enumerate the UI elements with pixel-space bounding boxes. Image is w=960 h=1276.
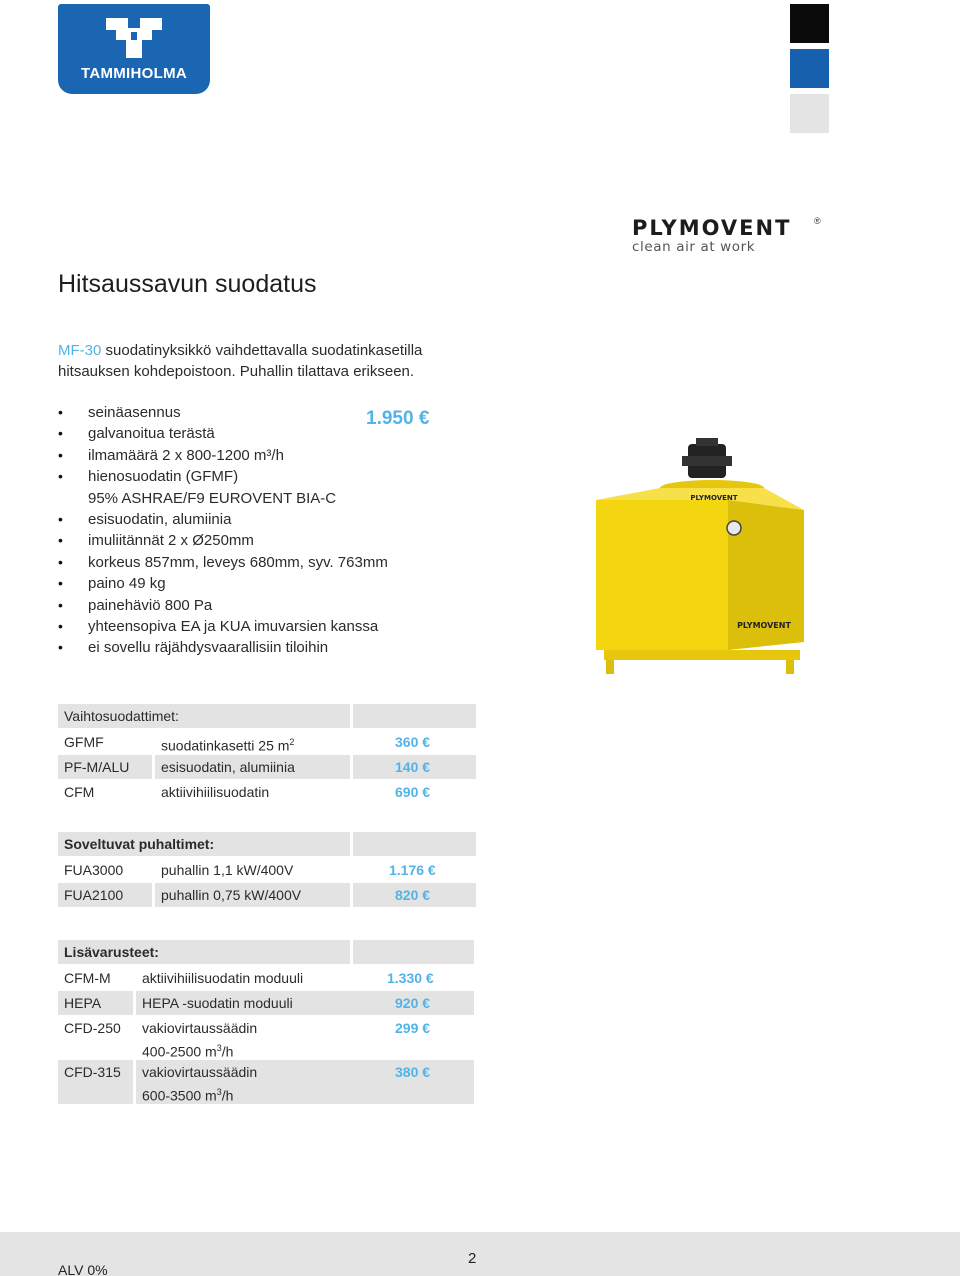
row-code: CFM [64, 784, 95, 800]
page-footer [0, 1232, 960, 1276]
plymovent-wordmark: PLYMOVENT [632, 216, 792, 240]
table-header-row [58, 832, 476, 856]
page-number: 2 [468, 1250, 477, 1267]
table-header: Lisävarusteet: [58, 940, 350, 964]
bullet-icon: • [58, 446, 63, 463]
row-code: CFD-315 [58, 1060, 133, 1104]
row-price: 360 € [395, 734, 431, 750]
row-price: 690 € [395, 784, 431, 800]
row-desc: aktiivihiilisuodatin [161, 784, 270, 800]
registered-mark: ® [814, 216, 821, 226]
table-header-row [58, 704, 476, 728]
feature-item: • paino 49 kg [58, 573, 388, 594]
table-header-price-cell [353, 704, 476, 728]
bullet-icon: • [58, 575, 63, 592]
row-desc: aktiivihiilisuodatin moduuli [142, 970, 304, 986]
row-desc: vakiovirtaussäädin 600-3500 $m^3/h$ [136, 1060, 376, 1104]
product-side-label: PLYMOVENT [737, 621, 791, 630]
mount-foot-right [786, 660, 794, 674]
mount-bracket [604, 650, 800, 660]
table-row [58, 780, 476, 804]
row-desc: HEPA -suodatin moduuli [136, 991, 376, 1015]
feature-item: • esisuodatin, alumiinia [58, 509, 388, 530]
row-code: FUA3000 [64, 862, 124, 878]
feature-item: • seinäasennus [58, 402, 388, 423]
vat-note: ALV 0% [58, 1262, 108, 1276]
row-desc: puhallin 0,75 kW/400V [155, 883, 350, 907]
bullet-icon: • [58, 532, 63, 549]
row-price: 1.176 € [389, 862, 436, 878]
row-price: 140 € [353, 755, 476, 779]
table-row [58, 883, 476, 907]
compatible-fans-table [58, 832, 476, 908]
mount-foot-left [606, 660, 614, 674]
bullet-icon: • [58, 425, 63, 442]
bullet-icon: • [58, 639, 63, 656]
row-price: 1.330 € [387, 970, 434, 986]
intro-text [58, 340, 422, 382]
bullet-icon: • [58, 596, 63, 613]
tammiholma-logo [58, 4, 210, 94]
plymovent-tagline: clean air at work [632, 239, 756, 255]
box-front [596, 500, 728, 650]
feature-item: • yhteensopiva EA ja KUA imuvarsien kanssa [58, 616, 388, 637]
bullet-icon: • [58, 618, 63, 635]
feature-item: • painehäviö 800 Pa [58, 595, 388, 616]
product-top-label: PLYMOVENT [690, 494, 738, 502]
row-price: 380 € [376, 1060, 474, 1104]
intro-line-2: hitsauksen kohdepoistoon. Puhallin tilattava erikseen. [58, 363, 415, 380]
feature-item: • hienosuodatin (GFMF) [58, 466, 388, 487]
feature-item: • imuliitännät 2 x Ø250mm [58, 530, 388, 551]
product-image [596, 438, 810, 678]
row-desc: esisuodatin, alumiinia [155, 755, 350, 779]
table-row [58, 730, 476, 754]
table-header-price-cell [353, 832, 476, 856]
table-row [58, 755, 476, 779]
row-code: CFD-250 [64, 1020, 121, 1036]
table-header-price-cell [353, 940, 474, 964]
row-code: HEPA [58, 991, 133, 1015]
feature-item: • ilmamäärä 2 x 800-1200 m³/h [58, 445, 388, 466]
row-code: PF-M/ALU [58, 755, 152, 779]
table-header: Soveltuvat puhaltimet: [58, 832, 350, 856]
motor-top [696, 438, 718, 446]
table-header-row [58, 940, 474, 964]
row-price: 820 € [353, 883, 476, 907]
feature-item: • korkeus 857mm, leveys 680mm, syv. 763mm [58, 552, 388, 573]
row-desc: puhallin 1,1 kW/400V [161, 862, 294, 878]
table-row [58, 858, 476, 882]
main-price: 1.950 € [366, 408, 430, 429]
bullet-icon: • [58, 468, 63, 485]
feature-item-continuation: 95% ASHRAE/F9 EUROVENT BIA-C [88, 489, 337, 507]
tammiholma-wordmark: TAMMIHOLMA [80, 65, 188, 82]
bullet-icon: • [58, 511, 63, 528]
motor-band [682, 456, 732, 466]
row-code: CFM-M [64, 970, 111, 986]
row-code: FUA2100 [58, 883, 152, 907]
bullet-icon: • [58, 553, 63, 570]
accessories-table [58, 940, 474, 1104]
bullet-icon: • [58, 404, 63, 420]
row-desc: suodatinkasetti 25 $m^2$ [161, 737, 295, 754]
tammiholma-mark-icon [102, 14, 166, 60]
table-row [58, 1060, 474, 1104]
gauge-icon [727, 521, 741, 535]
page-title: Hitsaussavun suodatus [58, 270, 317, 298]
table-row [58, 991, 474, 1015]
row-code: GFMF [64, 734, 104, 750]
row-price: 920 € [376, 991, 474, 1015]
plymovent-logo [632, 216, 832, 255]
swatch-gray [790, 94, 829, 133]
model-name: MF-30 [58, 342, 102, 359]
feature-item: • ei sovellu räjähdysvaarallisiin tiloihin [58, 637, 388, 658]
row-desc: vakiovirtaussäädin 400-2500 $m^3/h$ [142, 1020, 258, 1060]
row-price: 299 € [395, 1020, 431, 1036]
table-row [58, 1016, 474, 1058]
intro-line-1: suodatinyksikkö vaihdettavalla suodatinkasetilla [101, 342, 423, 359]
feature-item: • galvanoitua terästä [58, 423, 388, 444]
swatch-blue [790, 49, 829, 88]
table-row [58, 966, 474, 990]
swatch-black [790, 4, 829, 43]
replacement-filters-table [58, 704, 476, 804]
table-header: Vaihtosuodattimet: [58, 704, 350, 728]
feature-list [58, 402, 388, 659]
